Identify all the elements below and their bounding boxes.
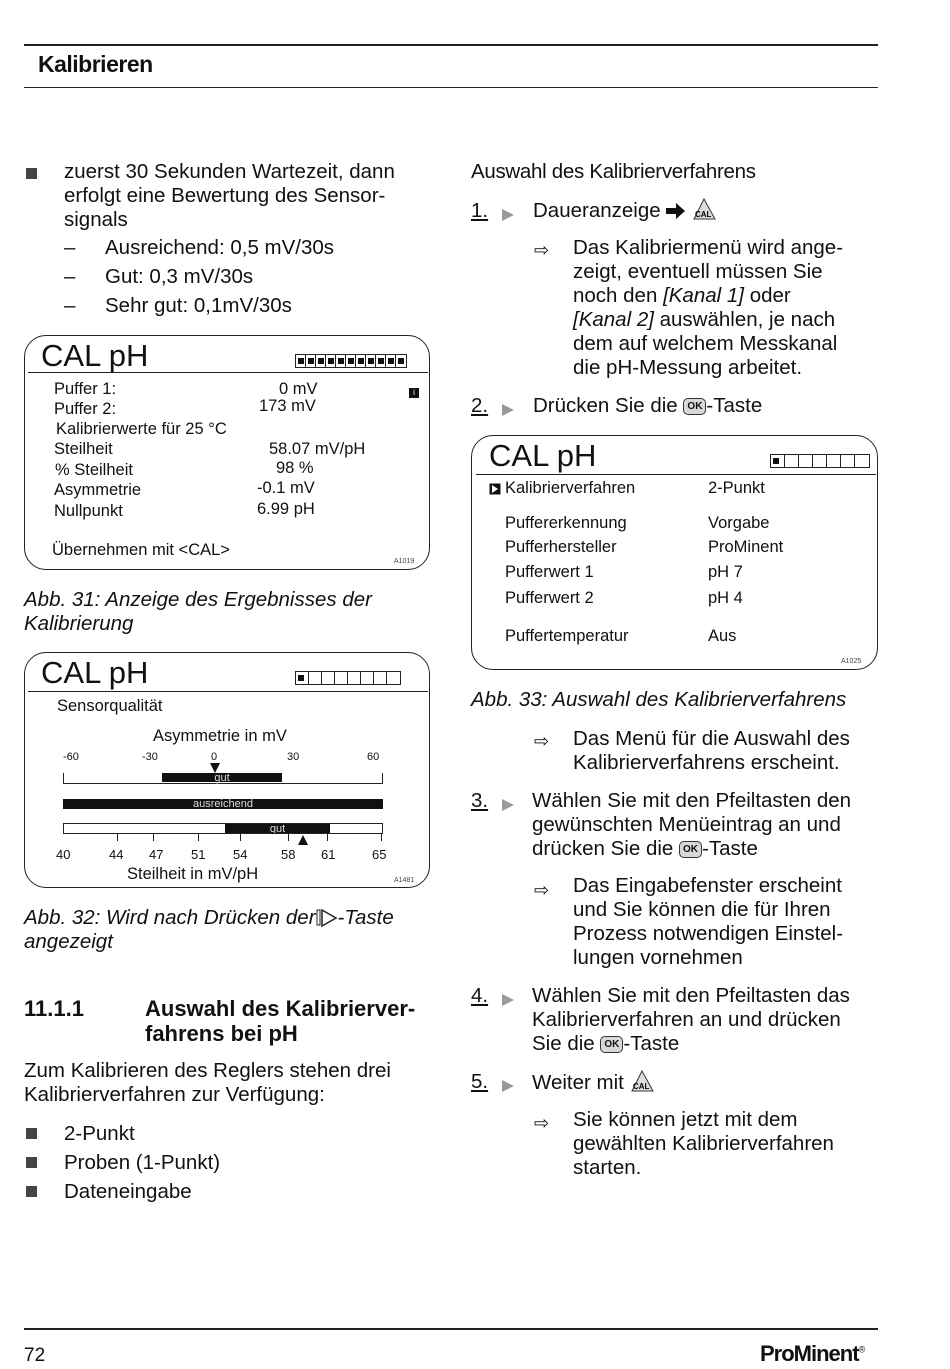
step-arrow-icon — [502, 209, 522, 221]
step1-text: Daueranzeige CAL — [533, 198, 716, 223]
method-item: Dateneingabe — [64, 1180, 192, 1203]
asym-tick-label: -30 — [142, 751, 158, 763]
slope-tick-label: 58 — [281, 847, 296, 862]
menu-item-label: Puffererkennung — [505, 514, 627, 532]
row-label: Asymmetrie — [54, 481, 142, 499]
step-number: 3. — [471, 789, 489, 812]
result-arrow-icon: ⇨ — [534, 731, 550, 751]
step-arrow-icon — [502, 1080, 522, 1092]
asym-gut-range: gut — [162, 773, 282, 782]
asymmetry-scale-title: Asymmetrie in mV — [153, 727, 287, 745]
arrow-right-icon — [666, 203, 686, 219]
slope-tick-label: 51 — [191, 847, 206, 862]
lcd-divider — [476, 474, 876, 475]
rating-item: Ausreichend: 0,5 mV/30s — [105, 236, 335, 259]
slope-tick-label: 54 — [233, 847, 248, 862]
method-item: Proben (1-Punkt) — [64, 1151, 221, 1174]
step-arrow-icon — [502, 404, 522, 416]
menu-item-label: Kalibrierverfahren — [505, 479, 636, 497]
lcd-divider — [28, 372, 428, 373]
asym-tick-label: 60 — [367, 751, 380, 763]
top-rule — [24, 44, 878, 46]
figure-id: A1019 — [394, 558, 415, 565]
section-text: Zum Kalibrieren des Reglers stehen drei Kalibrierverfahren zur Verfügung: — [24, 1059, 391, 1106]
row-value: 98 % — [276, 459, 314, 477]
slope-tick-label: 40 — [56, 847, 71, 862]
step-arrow-icon — [502, 994, 522, 1006]
step-arrow-icon — [502, 799, 522, 811]
bullet-square-icon — [26, 1128, 37, 1139]
selection-cursor-icon — [489, 483, 501, 495]
result-arrow-icon: ⇨ — [534, 1113, 550, 1133]
ok-key-icon: OK — [683, 398, 706, 415]
row-value: 0 mV — [279, 380, 318, 398]
lcd-divider — [28, 691, 428, 692]
menu-item-value: pH 7 — [708, 563, 743, 581]
slope-tick-label: 47 — [149, 847, 164, 862]
asym-tick-label: 0 — [211, 751, 218, 763]
menu-item-label: Puffertemperatur — [505, 627, 629, 645]
brand-logo: ProMinent® — [760, 1341, 865, 1366]
row-label: Puffer 2: — [54, 400, 117, 418]
svg-text:CAL: CAL — [695, 210, 712, 219]
slope-marker-icon — [298, 835, 308, 845]
footer-rule — [24, 1328, 878, 1330]
step1-result: Das Kalibriermenü wird ange- zeigt, eventuell müssen Sie noch den [Kanal 1] oder [Kanal 2] auswählen, je nach dem auf welchem Messkanal die pH-Messung arbeitet. — [573, 236, 844, 379]
lcd-title: CAL pH — [489, 438, 597, 473]
row-value: -0.1 mV — [257, 479, 315, 497]
figure-caption-33: Abb. 33: Auswahl des Kalibrierverfahrens — [471, 688, 847, 711]
row-label: Puffer 1: — [54, 380, 117, 398]
step3-text: Wählen Sie mit den Pfeiltasten den gewünschten Menüeintrag an und drücken Sie die OK -Taste — [532, 789, 852, 860]
header-rule — [24, 87, 878, 88]
row-label: Nullpunkt — [54, 502, 123, 520]
slope-scale-title: Steilheit in mV/pH — [127, 865, 259, 883]
step2-text: Drücken Sie die OK -Taste — [533, 394, 763, 417]
asym-tick-label: 30 — [287, 751, 300, 763]
step5-text: Weiter mit CAL — [532, 1070, 654, 1095]
cal-key-icon — [692, 198, 716, 220]
lcd-subtitle: Sensorqualität — [57, 697, 163, 715]
result-arrow-icon: ⇨ — [534, 880, 550, 900]
lcd-display-sensor-quality — [24, 652, 430, 888]
menu-item-label: Pufferwert 2 — [505, 589, 594, 607]
slope-tick-label: 44 — [109, 847, 124, 862]
step-number: 4. — [471, 984, 489, 1007]
row-value: 58.07 mV/pH — [269, 440, 366, 458]
slope-gut-range: gut — [225, 824, 330, 833]
right-heading: Auswahl des Kalibrierverfahrens — [471, 160, 756, 183]
bullet-square-icon — [26, 1157, 37, 1168]
row-value: 173 mV — [259, 397, 316, 415]
asym-ausreichend-range: ausreichend — [63, 799, 383, 809]
menu-item-value: 2-Punkt — [708, 479, 765, 497]
page-number: 72 — [24, 1345, 46, 1366]
row-label: Kalibrierwerte für 25 °C — [56, 420, 227, 438]
figure-caption-32: Abb. 32: Wird nach Drücken der -Taste angezeigt — [24, 906, 394, 953]
lcd-footer: Übernehmen mit <CAL> — [52, 541, 230, 559]
result-arrow-icon: ⇨ — [534, 240, 550, 260]
step3-result: Das Eingabefenster erscheint und Sie können die für Ihren Prozess notwendigen Einstel- lungen vornehmen — [573, 874, 844, 969]
section-number: 11.1.1 — [24, 996, 84, 1021]
menu-item-value: Aus — [708, 627, 737, 645]
step-number: 1. — [471, 199, 489, 222]
lcd-title: CAL pH — [41, 338, 149, 373]
rating-item: Sehr gut: 0,1mV/30s — [105, 294, 292, 317]
step5-result: Sie können jetzt mit dem gewählten Kalibrierverfahren starten. — [573, 1108, 834, 1179]
rating-item: Gut: 0,3 mV/30s — [105, 265, 254, 288]
slope-axis — [63, 833, 383, 834]
fig33-result: Das Menü für die Auswahl des Kalibrierverfahrens erscheint. — [573, 727, 850, 774]
figure-id: A1481 — [394, 877, 415, 884]
step-number: 5. — [471, 1070, 489, 1093]
step4-text: Wählen Sie mit den Pfeiltasten das Kalibrierverfahren an und drücken Sie die OK -Taste — [532, 984, 850, 1055]
asym-tick-label: -60 — [63, 751, 79, 763]
progress-indicator — [295, 671, 401, 685]
progress-indicator — [295, 354, 407, 368]
menu-item-value: ProMinent — [708, 538, 784, 556]
section-title: Auswahl des Kalibrierver- fahrens bei pH — [145, 996, 416, 1046]
method-item: 2-Punkt — [64, 1122, 135, 1145]
cal-key-icon — [630, 1070, 654, 1092]
row-label: % Steilheit — [55, 461, 133, 479]
info-icon: i — [409, 388, 419, 398]
progress-indicator — [770, 454, 870, 468]
menu-item-value: pH 4 — [708, 589, 743, 607]
row-label: Steilheit — [54, 440, 113, 458]
menu-item-value: Vorgabe — [708, 514, 770, 532]
menu-item-label: Pufferhersteller — [505, 538, 617, 556]
menu-item-label: Pufferwert 1 — [505, 563, 594, 581]
bullet-square-icon — [26, 166, 37, 184]
slope-tick-label: 65 — [372, 847, 387, 862]
lcd-title: CAL pH — [41, 655, 149, 690]
row-value: 6.99 pH — [257, 500, 315, 518]
ok-key-icon: OK — [600, 1036, 623, 1053]
slope-tick-label: 61 — [321, 847, 336, 862]
info-play-key-icon — [316, 908, 338, 928]
figure-caption-31: Abb. 31: Anzeige des Ergebnisses der Kalibrierung — [24, 588, 372, 635]
ok-key-icon: OK — [679, 841, 702, 858]
bullet-square-icon — [26, 1186, 37, 1197]
figure-id: A1025 — [841, 658, 862, 665]
lcd-display-calibration-method — [471, 435, 878, 670]
intro-bullet: zuerst 30 Sekunden Wartezeit, dann erfolgt eine Bewertung des Sensor- signals — [64, 160, 395, 231]
lcd-display-calibration-result — [24, 335, 430, 570]
svg-text:CAL: CAL — [632, 1082, 650, 1091]
page-title: Kalibrieren — [38, 51, 153, 77]
step-number: 2. — [471, 394, 489, 417]
